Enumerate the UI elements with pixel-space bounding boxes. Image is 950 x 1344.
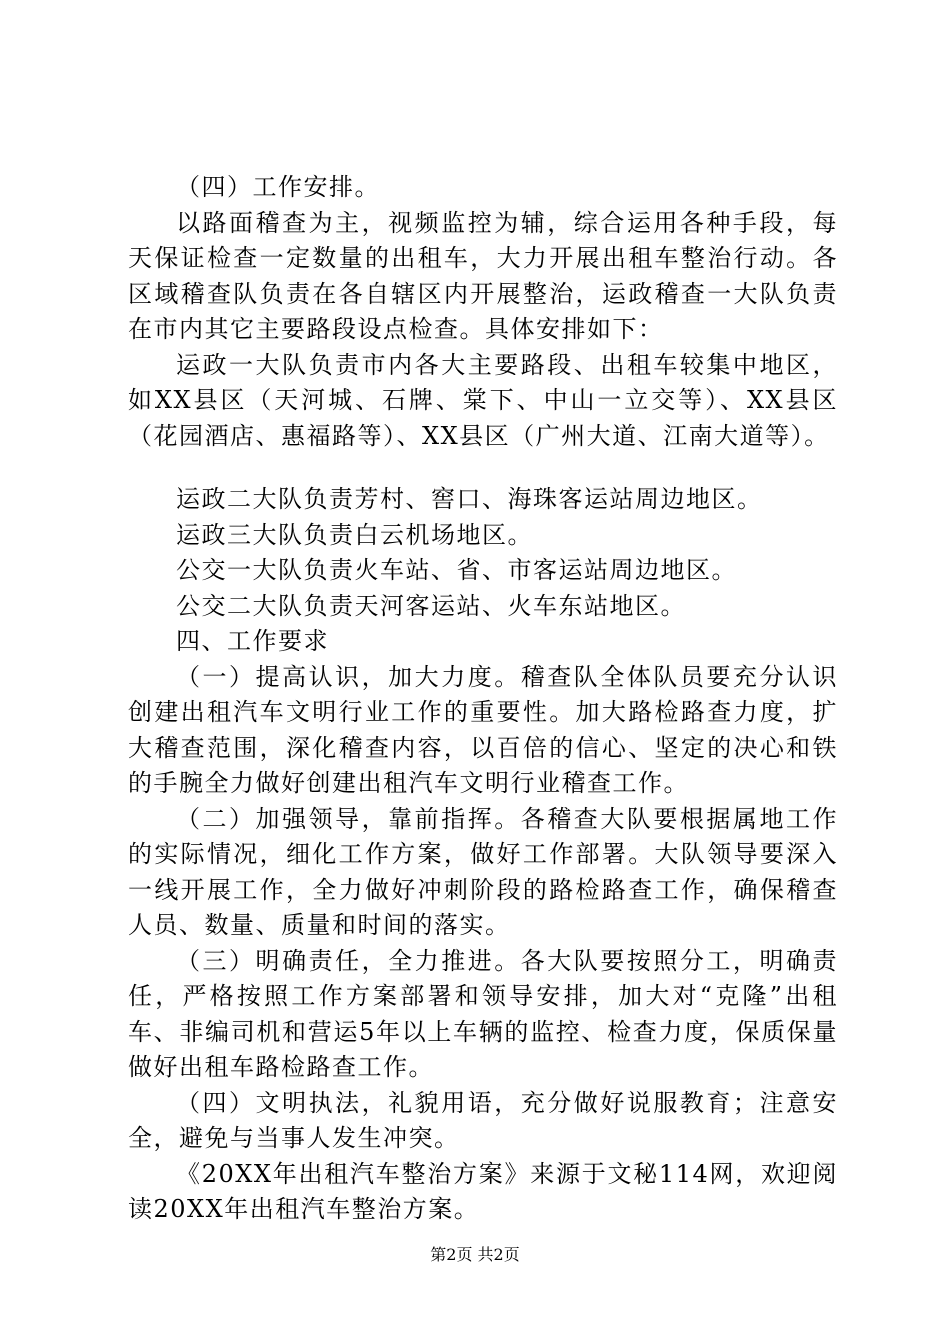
paragraph-transit-1: 公交一大队负责火车站、省、市客运站周边地区。 xyxy=(176,556,737,584)
page-footer: 第2页 共2页 xyxy=(430,1245,520,1264)
paragraph-brigade-3: 运政三大队负责白云机场地区。 xyxy=(176,520,533,549)
document-body xyxy=(128,170,838,1228)
paragraph-source-note: 《20XX年出租汽车整治方案》来源于文秘114网，欢迎阅读20XX年出租汽车整治方案。 xyxy=(128,1159,838,1223)
paragraph-brigade-2: 运政二大队负责芳村、窖口、海珠客运站周边地区。 xyxy=(176,485,763,513)
paragraph-brigade-1: 运政一大队负责市内各大主要路段、出租车较集中地区，如XX县区（天河城、石牌、棠下、中山一立交等）、XX县区（花园酒店、惠福路等）、XX县区（广州大道、江南大道等）。 xyxy=(128,350,838,450)
paragraph-requirement-2: （二）加强领导，靠前指挥。各稽查大队要根据属地工作的实际情况，细化工作方案，做好工作部署。大队领导要深入一线开展工作，全力做好冲刺阶段的路检路查工作，确保稽查人员、数量、质量和时间的落实。 xyxy=(128,804,838,939)
section-heading-requirements: 四、工作要求 xyxy=(176,627,329,655)
paragraph-requirement-4: （四）文明执法，礼貌用语，充分做好说服教育；注意安全，避免与当事人发生冲突。 xyxy=(128,1088,838,1152)
paragraph-requirement-3: （三）明确责任，全力推进。各大队要按照分工，明确责任，严格按照工作方案部署和领导安排，加大对“克隆”出租车、非编司机和营运5年以上车辆的监控、检查力度，保质保量做好出租车路检路查工作。 xyxy=(128,946,838,1081)
paragraph-work-arrangement-heading: （四）工作安排。 xyxy=(176,173,380,201)
paragraph-requirement-1: （一）提高认识，加大力度。稽查队全体队员要充分认识创建出租汽车文明行业工作的重要性。加大路检路查力度，扩大稽查范围，深化稽查内容，以百倍的信心、坚定的决心和铁的手腕全力做好创建出租汽车文明行业稽查工作。 xyxy=(128,662,838,797)
paragraph-work-arrangement: 以路面稽查为主，视频监控为辅，综合运用各种手段，每天保证检查一定数量的出租车，大力开展出租车整治行动。各区域稽查队负责在各自辖区内开展整治，运政稽查一大队负责在市内其它主要路段设点检查。具体安排如下： xyxy=(128,208,838,343)
paragraph-transit-2: 公交二大队负责天河客运站、火车东站地区。 xyxy=(176,591,686,620)
